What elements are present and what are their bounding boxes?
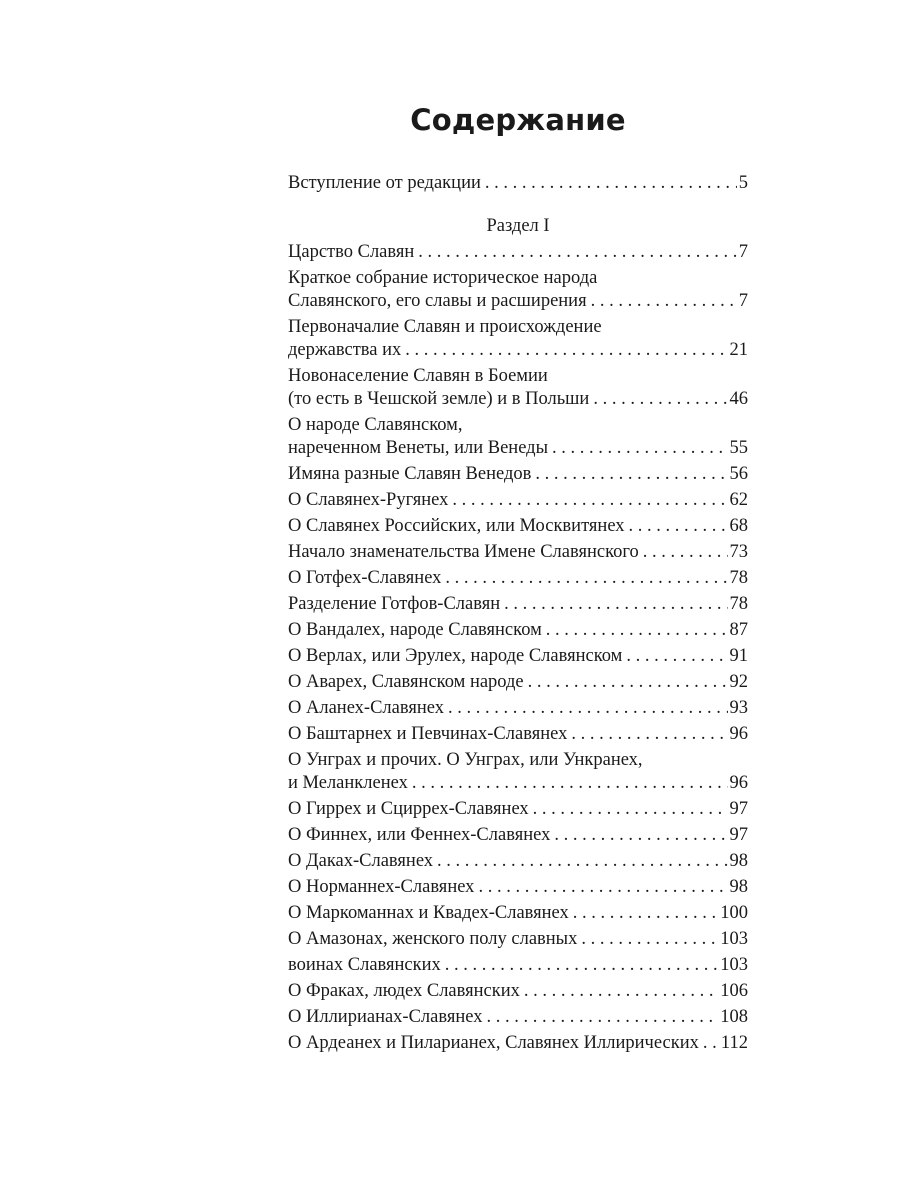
toc-entry-text: О Иллирианах-Славянех — [288, 1007, 483, 1027]
toc-entry-text: О народе Славянском, — [288, 415, 463, 435]
dot-leader — [643, 541, 728, 564]
toc-entry-text: державства их — [288, 340, 402, 360]
toc-entry-text: Первоначалие Славян и происхождение — [288, 317, 602, 337]
toc-entry-text: О Готфех-Славянех — [288, 568, 442, 588]
toc-entry[interactable] — [288, 954, 748, 977]
toc-entry[interactable] — [288, 980, 748, 1003]
toc-entry-text: Краткое собрание историческое народа — [288, 268, 598, 288]
toc-entry[interactable] — [288, 619, 748, 642]
toc-entry[interactable] — [288, 645, 748, 668]
toc-entry-text: нареченном Венеты, или Венеды — [288, 438, 549, 458]
toc-entry[interactable] — [288, 414, 748, 460]
toc-page-number: 56 — [729, 464, 748, 484]
toc-entry[interactable] — [288, 1006, 748, 1029]
toc-entry-text: О Гиррех и Сциррех-Славянех — [288, 799, 529, 819]
toc-page-number: 87 — [729, 620, 748, 640]
dot-leader — [485, 172, 737, 195]
toc-page-number: 100 — [720, 903, 748, 923]
toc-entry-text: Имяна разные Славян Венедов — [288, 464, 532, 484]
toc-entry-text: Славянского, его славы и расширения — [288, 291, 587, 311]
toc-entry[interactable] — [288, 567, 748, 590]
toc-entry[interactable] — [288, 463, 748, 486]
dot-leader — [445, 567, 727, 590]
dot-leader — [581, 928, 718, 951]
toc-entry-text: Начало знаменательства Имене Славянского — [288, 542, 639, 562]
dot-leader — [552, 437, 727, 460]
toc-entry[interactable] — [288, 515, 748, 538]
toc-entry[interactable] — [288, 365, 748, 411]
toc-page-number: 68 — [729, 516, 748, 536]
toc-entry-text: О Верлах, или Эрулех, народе Славянском — [288, 646, 623, 666]
toc-entry[interactable] — [288, 593, 748, 616]
dot-leader — [535, 463, 727, 486]
toc-entry-text: О Аварех, Славянском народе — [288, 672, 524, 692]
toc-entry-text: воинах Славянских — [288, 955, 441, 975]
toc-page-number: 103 — [720, 955, 748, 975]
toc-entry-text: Царство Славян — [288, 242, 415, 262]
dot-leader — [524, 980, 718, 1003]
page-title: Содержание — [410, 103, 626, 137]
toc-page-number: 97 — [729, 825, 748, 845]
toc-page-number: 7 — [738, 242, 748, 262]
toc-entry[interactable] — [288, 267, 748, 313]
toc-entry-text: (то есть в Чешской земле) и в Польши — [288, 389, 590, 409]
toc-entry-text: и Меланкленех — [288, 773, 408, 793]
dot-leader — [546, 619, 728, 642]
dot-leader — [629, 515, 728, 538]
toc-entry-text: О Славянех-Ругянех — [288, 490, 449, 510]
toc-entry[interactable] — [288, 697, 748, 720]
dot-leader — [528, 671, 728, 694]
toc-entry-text: О Фраках, людех Славянских — [288, 981, 520, 1001]
toc-entry-text: О Норманнех-Славянех — [288, 877, 475, 897]
dot-leader — [405, 339, 727, 362]
toc-entry-text: О Маркоманнах и Квадех-Славянех — [288, 903, 569, 923]
table-of-contents — [288, 172, 748, 1058]
toc-page-number: 21 — [729, 340, 748, 360]
toc-entries — [288, 241, 748, 1055]
dot-leader — [571, 723, 727, 746]
dot-leader — [533, 798, 728, 821]
toc-page-number: 46 — [729, 389, 748, 409]
toc-page-number: 96 — [729, 773, 748, 793]
toc-page-number: 108 — [720, 1007, 748, 1027]
toc-page-number: 103 — [720, 929, 748, 949]
toc-entry-text: О Славянех Российских, или Москвитянех — [288, 516, 625, 536]
toc-entry[interactable] — [288, 241, 748, 264]
dot-leader — [418, 241, 736, 264]
toc-entry-text: Разделение Готфов-Славян — [288, 594, 501, 614]
dot-leader — [478, 876, 727, 899]
toc-entry-text: О Даках-Славянех — [288, 851, 434, 871]
toc-entry[interactable] — [288, 723, 748, 746]
toc-entry-text: О Баштарнех и Певчинах-Славянех — [288, 724, 568, 744]
dot-leader — [554, 824, 727, 847]
toc-page-number: 96 — [729, 724, 748, 744]
toc-page-number: 55 — [729, 438, 748, 458]
toc-page-number: 112 — [720, 1033, 748, 1053]
toc-entry-text: О Вандалех, народе Славянском — [288, 620, 542, 640]
toc-page-number: 98 — [729, 877, 748, 897]
toc-entry[interactable] — [288, 798, 748, 821]
toc-page-number: 5 — [738, 173, 748, 193]
toc-entry[interactable] — [288, 671, 748, 694]
toc-entry-text: О Аланех-Славянех — [288, 698, 444, 718]
section-heading: Раздел I — [486, 216, 550, 236]
toc-entry[interactable] — [288, 902, 748, 925]
toc-page-number: 97 — [729, 799, 748, 819]
dot-leader — [487, 1006, 719, 1029]
toc-page-number: 93 — [729, 698, 748, 718]
dot-leader — [593, 388, 727, 411]
dot-leader — [448, 697, 728, 720]
toc-entry-text: О Унграх и прочих. О Унграх, или Ункранех, — [288, 750, 643, 770]
toc-entry-text: О Амазонах, женского полу славных — [288, 929, 578, 949]
toc-page-number: 7 — [738, 291, 748, 311]
toc-entry[interactable] — [288, 749, 748, 795]
dot-leader — [703, 1032, 719, 1055]
dot-leader — [437, 850, 727, 873]
toc-page-number: 62 — [729, 490, 748, 510]
dot-leader — [445, 954, 718, 977]
dot-leader — [504, 593, 727, 616]
toc-entry-text: Новонаселение Славян в Боемии — [288, 366, 548, 386]
toc-page-number: 78 — [729, 568, 748, 588]
toc-page-number: 92 — [729, 672, 748, 692]
dot-leader — [626, 645, 727, 668]
toc-entry[interactable] — [288, 824, 748, 847]
toc-entry-text: Вступление от редакции — [288, 173, 481, 193]
toc-entry[interactable] — [288, 316, 748, 362]
dot-leader — [591, 290, 737, 313]
toc-entry[interactable] — [288, 489, 748, 512]
toc-page-number: 106 — [720, 981, 748, 1001]
toc-page-number: 98 — [729, 851, 748, 871]
dot-leader — [452, 489, 727, 512]
toc-page-number: 78 — [729, 594, 748, 614]
toc-entry[interactable] — [288, 876, 748, 899]
dot-leader — [573, 902, 718, 925]
toc-entry-text: О Ардеанех и Пиларианех, Славянех Иллирических — [288, 1033, 699, 1053]
toc-entry[interactable] — [288, 928, 748, 951]
toc-page-number: 73 — [729, 542, 748, 562]
dot-leader — [412, 772, 728, 795]
toc-entry[interactable] — [288, 541, 748, 564]
toc-entry-intro[interactable] — [288, 172, 748, 195]
toc-entry[interactable] — [288, 850, 748, 873]
toc-page-number: 91 — [729, 646, 748, 666]
toc-entry[interactable] — [288, 1032, 748, 1055]
toc-entry-text: О Финнех, или Феннех-Славянех — [288, 825, 551, 845]
